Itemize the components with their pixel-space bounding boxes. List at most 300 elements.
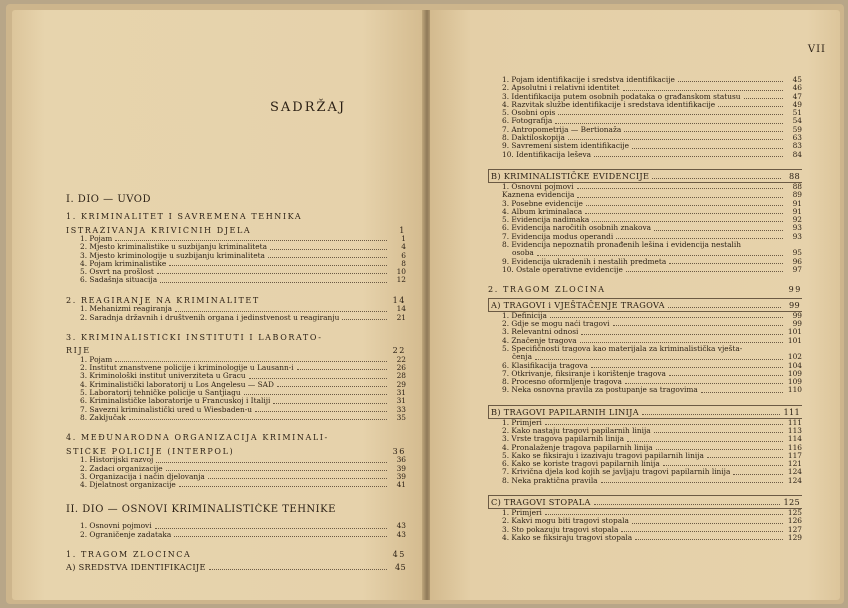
toc-entry-title: 6. Fotografija — [502, 117, 553, 126]
toc-entry-title: 5. Osobni opis — [502, 109, 556, 118]
toc-entry — [488, 241, 802, 249]
dot-leader — [268, 257, 387, 258]
toc-entry-title: A) SREDSTVA IDENTIFIKACIJE — [66, 561, 206, 572]
dot-leader — [550, 317, 783, 318]
toc-entry-page: 46 — [792, 83, 802, 93]
toc-entry-title: 2. Mjesto kriminalistike u suzbijanju kriminaliteta — [80, 243, 268, 252]
dot-leader — [577, 197, 783, 198]
toc-entry-title: Kaznena evidencija — [502, 191, 575, 200]
toc-entry-page: 8 — [401, 258, 406, 268]
dot-leader — [537, 255, 783, 256]
dot-leader — [663, 465, 783, 466]
toc-entry-page: 126 — [787, 516, 802, 526]
dot-leader — [255, 411, 387, 412]
toc-entry — [488, 526, 802, 534]
dot-leader — [157, 273, 387, 274]
toc-entry-title: 2. Saradnja državnih i društvenih organa i jedinstvenost u reagiranju — [80, 313, 340, 322]
toc-entry-page: 96 — [792, 256, 802, 266]
toc-entry-page: 125 — [787, 508, 802, 518]
toc-entry-page: 127 — [787, 524, 802, 534]
toc-entry — [488, 216, 802, 224]
dot-leader — [160, 282, 387, 283]
dot-leader — [616, 238, 783, 239]
spacer — [66, 539, 406, 546]
toc-entry-title: 7. Savezni kriminalistički ured u Wiesbaden-u — [80, 405, 252, 414]
dot-leader — [169, 265, 387, 266]
toc-entry-page: 1 — [401, 234, 406, 243]
toc-entry — [488, 191, 802, 199]
dot-leader — [577, 188, 783, 189]
dot-leader — [625, 383, 783, 384]
dot-leader — [166, 470, 387, 471]
toc-entry-page: 31 — [396, 396, 406, 406]
toc-entry-page: 101 — [787, 335, 802, 345]
toc-entry — [66, 456, 406, 464]
toc-entry — [488, 362, 802, 370]
toc-entry-title: 10. Ostale operativne evidencije — [502, 265, 623, 274]
toc-entry-title: 2. TRAGOM ZLOČINA — [488, 285, 606, 295]
dot-leader — [669, 375, 783, 376]
toc-entry-title: II. DIO — OSNOVI KRIMINALISTIČKE TEHNIKE — [66, 504, 336, 516]
toc-entry-page: 110 — [787, 385, 802, 395]
toc-entry-page: 6 — [401, 250, 406, 260]
toc-entry — [488, 84, 802, 92]
toc-entry-title: 4. Album kriminalaca — [502, 207, 583, 216]
toc-entry-title: 3. Posebne evidencije — [502, 199, 583, 208]
toc-entry — [66, 397, 406, 405]
toc-entry-page: 47 — [792, 91, 802, 101]
toc-entry-title: 3. Vrste tragova papilarnih linija — [502, 435, 625, 444]
toc-entry-title: 1. Pojam identifikacije i sredstva identifikacije — [502, 76, 675, 84]
toc-entry — [66, 226, 406, 236]
toc-entry-title: 4. Značenje tragova — [502, 336, 577, 345]
toc-entry — [488, 101, 802, 109]
toc-entry-page: 33 — [396, 404, 406, 414]
toc-entry — [66, 235, 406, 243]
dot-leader — [270, 249, 387, 250]
toc-entry-page: 111 — [787, 417, 802, 427]
page-number: VII — [807, 44, 826, 55]
toc-entry-page: 113 — [787, 426, 802, 435]
toc-entry-title: osoba — [512, 249, 534, 258]
toc-entry — [488, 509, 802, 517]
toc-entry-title: 1. KRIMINALITET I SAVREMENA TEHNIKA — [66, 212, 303, 221]
toc-entry-page: 124 — [787, 475, 802, 485]
toc-entry-page: 54 — [792, 116, 802, 126]
toc-entry-page: 109 — [787, 368, 802, 378]
dot-leader — [669, 263, 783, 264]
dot-leader — [175, 311, 387, 312]
toc-entry-page: 101 — [787, 327, 802, 337]
toc-entry-page: 21 — [396, 312, 406, 322]
toc-entry — [66, 252, 406, 260]
toc-entry — [488, 183, 802, 191]
dot-leader — [652, 178, 781, 179]
toc-entry — [66, 414, 406, 422]
dot-leader — [632, 523, 783, 524]
spacer — [488, 485, 802, 492]
dot-leader — [707, 457, 783, 458]
toc-entry — [488, 109, 802, 117]
dot-leader — [156, 462, 387, 463]
toc-entry — [488, 405, 802, 419]
toc-entry — [488, 386, 802, 394]
dot-leader — [208, 478, 387, 479]
toc-entry-title: 9. Savremeni sistem identifikacije — [502, 142, 630, 151]
spacer — [488, 395, 802, 402]
toc-entry — [488, 224, 802, 232]
toc-entry-page: 114 — [787, 434, 802, 444]
dot-leader — [545, 424, 783, 425]
toc-entry-page: 99 — [788, 285, 802, 295]
dot-leader — [535, 359, 783, 360]
toc-entry — [488, 370, 802, 378]
toc-entry — [488, 200, 802, 208]
dot-leader — [277, 386, 387, 387]
dot-leader — [613, 325, 783, 326]
toc-entry — [66, 389, 406, 397]
toc-entry — [66, 364, 406, 372]
toc-entry — [488, 151, 802, 159]
toc-entry-title: 9. Evidencija ukradenih i nestalih predmeta — [502, 257, 667, 266]
toc-entry — [66, 314, 406, 322]
toc-entry-title: B) TRAGOVI PAPILARNIH LINIJA — [491, 406, 639, 417]
dot-leader — [656, 449, 783, 450]
toc-entry — [66, 381, 406, 389]
toc-entry-page: 117 — [787, 450, 802, 460]
toc-entry — [488, 495, 802, 509]
dot-leader — [155, 528, 387, 529]
toc-entry — [488, 419, 802, 427]
dot-leader — [632, 148, 783, 149]
dot-leader — [297, 369, 387, 370]
toc-entry-title: STIČKE POLICIJE (INTERPOL) — [66, 446, 235, 456]
dot-leader — [627, 441, 783, 442]
dot-leader — [580, 342, 783, 343]
toc-entry-title: 7. Antropometrija — Bertionaža — [502, 125, 622, 134]
dot-leader — [654, 432, 783, 433]
dot-leader — [635, 539, 783, 540]
spacer — [66, 285, 406, 292]
toc-entry — [488, 76, 802, 84]
toc-entry-title: 5. Kako se fiksiraju i izazivaju tragovi papilarnih linija — [502, 451, 704, 460]
dot-leader — [744, 98, 783, 99]
toc-entry-page: 36 — [396, 455, 406, 465]
toc-entry — [66, 481, 406, 489]
toc-entry-page: 99 — [792, 319, 802, 329]
toc-entry — [66, 268, 406, 276]
toc-entry-title: 5. Specifičnosti tragova kao materijala za kriminalistička vješta- — [502, 344, 743, 353]
toc-entry — [488, 134, 802, 142]
toc-entry-page: 49 — [792, 99, 802, 109]
toc-entry-page: 88 — [792, 181, 802, 191]
toc-entry-title: 2. Kakvi mogu biti tragovi stopala — [502, 517, 629, 526]
dot-leader — [591, 367, 783, 368]
toc-entry-title: 3. Identifikacija putem osobnih podataka o građanskom statusu — [502, 92, 741, 101]
toc-entry-title: 3. KRIMINALISTIČKI INSTITUTI I LABORATO- — [66, 332, 323, 342]
toc-entry-page: 95 — [792, 248, 802, 258]
toc-entry-page: 92 — [792, 215, 802, 225]
dot-leader — [594, 156, 783, 157]
toc-entry-title: 7. Evidencija modus operandi — [502, 232, 614, 241]
spacer — [66, 322, 406, 329]
toc-entry-page: 45 — [392, 550, 406, 560]
toc-entry-page: 22 — [396, 354, 406, 364]
toc-entry-title: 3. Relevantni odnosi — [502, 328, 579, 337]
toc-entry — [488, 477, 802, 485]
dot-leader — [545, 514, 783, 515]
toc-entry — [488, 534, 802, 542]
toc-entry — [488, 266, 802, 274]
toc-entry — [488, 312, 802, 320]
dot-leader — [668, 307, 781, 308]
toc-entry-page: 109 — [787, 377, 802, 387]
dot-leader — [678, 81, 783, 82]
toc-entry-page: 43 — [396, 529, 406, 539]
dot-leader — [623, 90, 783, 91]
toc-entry-page: 51 — [792, 108, 802, 118]
toc-entry-page: 104 — [787, 360, 802, 370]
toc-entry-title: 2. Apsolutni i relativni identitet — [502, 84, 620, 93]
toc-entry-title: 1. Primjeri — [502, 418, 542, 427]
toc-entry-page: 91 — [792, 198, 802, 208]
toc-entry-page: 116 — [787, 442, 802, 452]
spacer — [66, 489, 406, 503]
toc-entry-title: RIJE — [66, 346, 91, 356]
toc-entry — [66, 406, 406, 414]
dot-leader — [621, 531, 783, 532]
toc-entry-title: 2. Ograničenje zadataka — [80, 530, 172, 539]
toc-entry-page: 99 — [788, 299, 800, 310]
toc-entry — [488, 117, 802, 125]
toc-entry — [66, 276, 406, 284]
spacer — [488, 274, 802, 281]
page-title: SADRŽAJ — [270, 100, 347, 115]
toc-entry-page: 36 — [392, 446, 406, 456]
toc-entry-title: 3. Organizacija i način djelovanja — [80, 472, 205, 481]
dot-leader — [585, 213, 783, 214]
dot-leader — [718, 106, 783, 107]
toc-entry-page: 102 — [787, 352, 802, 362]
toc-entry-page: 14 — [396, 304, 406, 314]
toc-entry — [488, 328, 802, 336]
toc-entry — [488, 452, 802, 460]
toc-entry — [488, 444, 802, 452]
dot-leader — [592, 221, 783, 222]
toc-entry-title: ISTRAŽIVANJA KRIVIČNIH DJELA — [66, 225, 252, 235]
toc-entry — [66, 550, 406, 560]
toc-entry-page: 41 — [396, 480, 406, 490]
toc-entry-title: 2. Kako nastaju tragovi papilarnih linija — [502, 427, 651, 435]
toc-entry — [488, 320, 802, 328]
toc-entry — [488, 517, 802, 525]
toc-entry — [488, 169, 802, 183]
toc-entry-title: 1. Pojam — [80, 235, 113, 243]
toc-entry-title: 2. Zadaci organizacije — [80, 464, 163, 473]
dot-leader — [129, 419, 387, 420]
toc-entry-page: 43 — [396, 521, 406, 531]
toc-entry — [488, 258, 802, 266]
dot-leader — [581, 334, 783, 335]
toc-entry-title: 8. Neka praktična pravila — [502, 476, 598, 485]
toc-entry — [488, 298, 802, 312]
toc-entry-page: 99 — [792, 310, 802, 320]
toc-entry-page: 4 — [401, 242, 406, 252]
dot-leader — [601, 482, 783, 483]
spacer — [66, 422, 406, 429]
toc-entry — [66, 465, 406, 473]
toc-entry-title: 4. Kako se fiksiraju tragovi stopala — [502, 533, 633, 542]
toc-entry-page: 31 — [396, 388, 406, 398]
toc-entry — [66, 333, 406, 343]
toc-entry-title: 1. TRAGOM ZLOČINCA — [66, 550, 192, 560]
toc-entry-title: 1. Historijski razvoj — [80, 456, 154, 465]
toc-entry-page: 91 — [792, 206, 802, 216]
toc-entry-title: 1. Primjeri — [502, 509, 542, 518]
dot-leader — [568, 139, 783, 140]
toc-entry-page: 45 — [394, 561, 406, 572]
toc-entry-title: 7. Otkrivanje, fiksiranje i korištenje tragova — [502, 369, 666, 378]
toc-entry-title: 1. Pojam — [80, 355, 113, 364]
toc-entry — [66, 473, 406, 481]
toc-entry-page: 59 — [792, 124, 802, 134]
toc-entry — [66, 522, 406, 530]
toc-entry-title: čenja — [512, 353, 532, 362]
toc-entry-page: 29 — [396, 379, 406, 389]
toc-entry-title: 4. Pojam kriminalistike — [80, 259, 167, 268]
toc-entry-page: 93 — [792, 223, 802, 233]
toc-entry-title: 10. Identifikacija leševa — [502, 150, 592, 159]
dot-leader — [115, 361, 387, 362]
toc-entry-page: 28 — [396, 371, 406, 381]
toc-right — [488, 76, 802, 542]
toc-entry — [488, 233, 802, 241]
toc-entry-title: 2. Institut znanstvene policije i kriminologije u Lausann-i — [80, 364, 294, 373]
toc-entry-page: 111 — [783, 406, 800, 417]
toc-entry — [488, 435, 802, 443]
toc-entry-page: 89 — [792, 190, 802, 200]
toc-entry-page: 14 — [392, 295, 406, 305]
toc-entry — [66, 243, 406, 251]
toc-entry — [66, 531, 406, 539]
dot-leader — [654, 230, 783, 231]
spacer — [488, 159, 802, 166]
toc-entry — [488, 427, 802, 435]
toc-entry-title: 3. Što pokazuju tragovi stopala — [502, 525, 619, 534]
toc-entry — [66, 305, 406, 313]
toc-entry-title: 6. Sadašnja situacija — [80, 276, 158, 285]
toc-entry-page: 35 — [396, 412, 406, 422]
toc-entry-title: 6. Klasifikacija tragova — [502, 361, 588, 370]
dot-leader — [244, 394, 387, 395]
toc-entry — [488, 126, 802, 134]
toc-entry-title: 2. REAGIRANJE NA KRIMINALITET — [66, 295, 260, 305]
toc-entry — [488, 285, 802, 295]
toc-entry-title: 5. Evidencija nadimaka — [502, 216, 590, 225]
toc-entry-title: 3. Kriminološki institut univerziteta u Gracu — [80, 372, 246, 381]
toc-entry-title: 1. Osnovni pojmovi — [502, 182, 574, 191]
toc-entry — [66, 503, 406, 516]
toc-entry-title: 6. Kriminalističke laboratorije u Francuskoj i Italiji — [80, 397, 271, 406]
dot-leader — [594, 504, 781, 505]
dot-leader — [701, 392, 783, 393]
toc-entry-title: 8. Evidencija nepoznatih pronađenih lešina i evidencija nestalih — [502, 241, 742, 250]
dot-leader — [626, 271, 783, 272]
toc-entry-title: C) TRAGOVI STOPALA — [491, 497, 591, 508]
toc-entry-title: 2. Gdje se mogu naći tragovi — [502, 320, 610, 329]
toc-entry-title: 8. Daktiloskopija — [502, 134, 565, 143]
toc-entry-page: 39 — [396, 463, 406, 473]
toc-entry-title: B) KRIMINALISTIČKE EVIDENCIJE — [491, 170, 650, 181]
toc-entry-page: 83 — [792, 141, 802, 151]
toc-entry — [66, 260, 406, 268]
toc-entry — [66, 447, 406, 457]
toc-entry-page: 22 — [392, 346, 406, 356]
toc-entry-page: 97 — [792, 264, 802, 274]
toc-entry-page: 129 — [787, 532, 802, 542]
toc-entry-page: 88 — [788, 170, 800, 181]
toc-entry-title: 6. Evidencija naročitih osobnih znakova — [502, 224, 652, 233]
toc-entry — [66, 296, 406, 306]
left-page — [12, 10, 424, 600]
toc-entry-title: 1. Mehanizmi reagiranja — [80, 305, 173, 314]
toc-entry — [66, 562, 406, 572]
toc-entry — [66, 372, 406, 380]
toc-entry — [66, 356, 406, 364]
toc-entry — [66, 433, 406, 443]
toc-entry-page: 45 — [792, 75, 802, 84]
toc-entry-page: 93 — [792, 231, 802, 241]
toc-entry-page: 1 — [399, 225, 406, 235]
toc-entry-title: 3. Mjesto kriminologije u suzbijanju kriminaliteta — [80, 251, 265, 260]
toc-entry-title: 6. Kako se koriste tragovi papilarnih linija — [502, 460, 660, 469]
toc-entry-title: A) TRAGOVI i VJEŠTAČENJE TRAGOVA — [491, 299, 665, 310]
right-page — [430, 10, 840, 600]
toc-entry-title: 9. Neka osnovna pravila za postupanje sa tragovima — [502, 386, 698, 395]
toc-entry-title: 1. Definicija — [502, 311, 547, 320]
toc-entry-title: I. DIO — UVOD — [66, 194, 152, 205]
toc-entry — [488, 378, 802, 386]
toc-entry-title: 8. Procesno oformljenje tragova — [502, 378, 622, 387]
toc-entry-page: 12 — [396, 275, 406, 285]
toc-entry — [488, 353, 802, 361]
toc-entry — [488, 93, 802, 101]
toc-entry-title: 4. Pronalaženje tragova papilarnih linija — [502, 443, 653, 452]
dot-leader — [624, 131, 783, 132]
toc-entry-page: 26 — [396, 363, 406, 373]
toc-entry-page: 39 — [396, 471, 406, 481]
toc-entry-page: 63 — [792, 133, 802, 143]
toc-entry-title: 4. Razvitak službe identifikacije i sredstava identifikacije — [502, 100, 716, 109]
dot-leader — [558, 114, 783, 115]
dot-leader — [586, 205, 783, 206]
toc-entry-title: 1. Osnovni pojmovi — [80, 522, 152, 531]
toc-entry-title: 5. Osvrt na prošlost — [80, 268, 154, 277]
toc-entry — [488, 337, 802, 345]
dot-leader — [555, 123, 783, 124]
toc-entry — [66, 346, 406, 356]
toc-entry — [488, 460, 802, 468]
toc-entry-title: 4. MEĐUNARODNA ORGANIZACIJA KRIMINALI- — [66, 433, 329, 443]
toc-entry — [488, 249, 802, 257]
toc-entry-page: 121 — [787, 459, 802, 469]
dot-leader — [209, 569, 387, 570]
dot-leader — [174, 536, 387, 537]
toc-entry-page: 10 — [396, 267, 406, 277]
toc-entry-page: 124 — [787, 467, 802, 477]
dot-leader — [733, 474, 783, 475]
toc-entry — [66, 193, 406, 206]
